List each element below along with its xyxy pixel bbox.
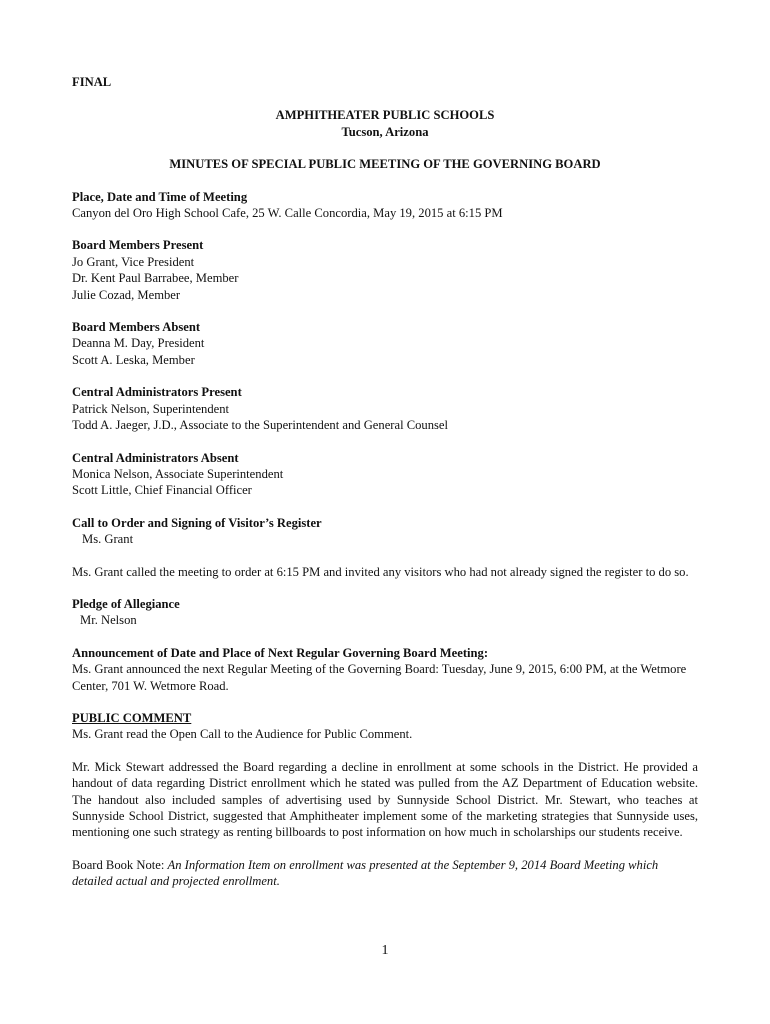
document-title: MINUTES OF SPECIAL PUBLIC MEETING OF THE GOVERNING BOARD	[169, 157, 601, 172]
list-item: Scott Little, Chief Financial Officer	[72, 483, 252, 498]
section-admins-absent	[72, 450, 698, 499]
section-text: Ms. Grant read the Open Call to the Audience for Public Comment.	[72, 727, 413, 742]
public-comment-paragraph: Mr. Mick Stewart addressed the Board regarding a decline in enrollment at some schools in the District. He provided a handout of data regarding District enrollment which he stated was pulled from the AZ Department of Education website. The handout also included samples of advertising used by Sunnyside School District. Mr. Stewart, who teaches at Sunnyside School District, suggested that Amphitheater implement some of the marketing strategies that Sunnyside uses, mentioning one such strategy as renting billboards to post information on how much in scholarships our students receive.	[72, 759, 698, 840]
list-item: Deanna M. Day, President	[72, 336, 205, 351]
list-item: Patrick Nelson, Superintendent	[72, 401, 230, 416]
section-pledge	[72, 596, 698, 629]
section-text: Ms. Grant announced the next Regular Meeting of the Governing Board: Tuesday, June 9, 2015, 6:00 PM, at the Wetmore Center, 701 W. Wetmore Road.	[72, 662, 687, 693]
section-heading: Place, Date and Time of Meeting	[72, 189, 248, 204]
section-admins-present	[72, 384, 698, 433]
section-call-to-order	[72, 515, 698, 548]
section-heading: Pledge of Allegiance	[72, 596, 180, 611]
section-members-absent	[72, 319, 698, 368]
section-heading: Board Members Absent	[72, 320, 201, 335]
call-to-order-text: Ms. Grant called the meeting to order at 6:15 PM and invited any visitors who had not already signed the register to do so.	[72, 564, 689, 579]
note-text: An Information Item on enrollment was presented at the September 9, 2014 Board Meeting which detailed actual and projected enrollment.	[72, 857, 659, 889]
list-item: Julie Cozad, Member	[72, 287, 181, 302]
note-label: Board Book Note:	[72, 857, 168, 872]
document-status: FINAL	[72, 75, 112, 89]
section-heading: Central Administrators Absent	[72, 450, 239, 465]
section-lead: Mr. Nelson	[80, 613, 137, 628]
section-heading: PUBLIC COMMENT	[72, 710, 192, 725]
list-item: Monica Nelson, Associate Superintendent	[72, 466, 284, 481]
section-text: Canyon del Oro High School Cafe, 25 W. Calle Concordia, May 19, 2015 at 6:15 PM	[72, 206, 503, 221]
section-announcement	[72, 645, 698, 694]
document-page	[72, 74, 698, 890]
section-heading: Announcement of Date and Place of Next Regular Governing Board Meeting:	[72, 645, 489, 660]
section-lead: Ms. Grant	[82, 532, 134, 547]
section-heading: Central Administrators Present	[72, 385, 242, 400]
organization-location: Tucson, Arizona	[341, 124, 429, 139]
section-members-present	[72, 237, 698, 303]
organization-name: AMPHITHEATER PUBLIC SCHOOLS	[275, 108, 495, 123]
section-heading: Call to Order and Signing of Visitor’s Register	[72, 515, 322, 530]
section-place	[72, 189, 698, 222]
list-item: Jo Grant, Vice President	[72, 254, 195, 269]
board-book-note	[72, 857, 698, 890]
list-item: Todd A. Jaeger, J.D., Associate to the Superintendent and General Counsel	[72, 418, 448, 433]
section-public-comment	[72, 710, 698, 743]
list-item: Scott A. Leska, Member	[72, 352, 195, 367]
section-heading: Board Members Present	[72, 238, 204, 253]
page-number: 1	[381, 943, 389, 958]
list-item: Dr. Kent Paul Barrabee, Member	[72, 271, 239, 286]
